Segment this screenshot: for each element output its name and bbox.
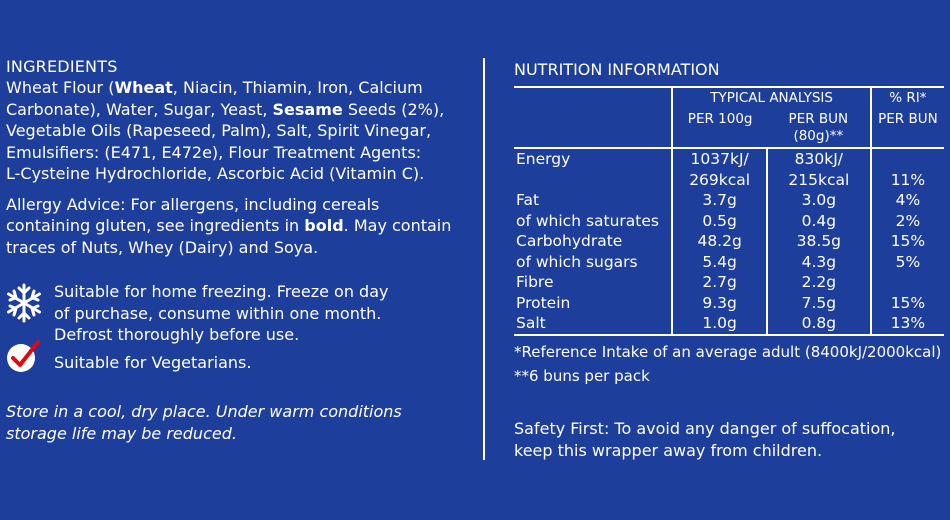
- ingredients-line: Carbonate), Water, Sugar, Yeast,: [6, 99, 273, 119]
- storage-line: Store in a cool, dry place. Under warm conditions: [6, 402, 402, 421]
- row-perbun: 4.3g: [767, 252, 871, 273]
- allergy-bold-word: bold: [304, 216, 344, 235]
- allergen-wheat: Wheat: [114, 78, 173, 97]
- freezing-line: of purchase, consume within one month.: [54, 303, 382, 323]
- left-panel: [6, 56, 476, 444]
- header-blank: [514, 87, 672, 109]
- row-perbun: 3.0g: [767, 190, 871, 211]
- row-ri: 15%: [871, 231, 944, 252]
- row-ri: 2%: [871, 211, 944, 232]
- row-ri: [871, 148, 944, 170]
- row-perbun: 0.4g: [767, 211, 871, 232]
- row-per100: 3.7g: [672, 190, 766, 211]
- table-row: [514, 313, 944, 335]
- row-ri: 13%: [871, 313, 944, 335]
- ingredients-line: Seeds (2%),: [342, 99, 445, 119]
- row-ri: [871, 272, 944, 293]
- allergy-line: Allergy Advice: For allergens, including cereals: [6, 194, 380, 214]
- row-per100: 48.2g: [672, 231, 766, 252]
- row-label: Energy: [516, 150, 571, 168]
- row-perbun: 215kcal: [767, 170, 871, 191]
- row-label: [514, 170, 672, 191]
- freezing-line: Suitable for home freezing. Freeze on day: [54, 282, 389, 301]
- vegetarian-info: [6, 352, 476, 374]
- footnotes: [514, 340, 944, 388]
- freezing-line: Defrost thoroughly before use.: [54, 325, 300, 344]
- row-per100: 1037kJ/: [672, 148, 766, 170]
- header-per-100g: PER 100g: [672, 109, 766, 148]
- table-row: [514, 272, 944, 293]
- safety-line: Safety First: To avoid any danger of suffocation,: [514, 418, 896, 438]
- row-per100: 269kcal: [672, 170, 766, 191]
- ingredients-line: Wheat Flour (: [6, 78, 115, 97]
- footnote-buns: **6 buns per pack: [514, 366, 650, 385]
- header-typical-analysis: TYPICAL ANALYSIS: [672, 87, 870, 109]
- storage-info: [6, 401, 476, 444]
- table-row: [514, 252, 944, 273]
- row-ri: 5%: [871, 252, 944, 273]
- table-subheader-row: [514, 109, 944, 148]
- ingredients-text: [6, 77, 476, 185]
- header-ri: % RI*: [871, 87, 944, 109]
- allergen-sesame: Sesame: [272, 99, 343, 119]
- freezing-info: [6, 281, 476, 346]
- row-ri: 11%: [871, 170, 944, 191]
- header-ri-per-bun: PER BUN: [871, 109, 944, 148]
- safety-line: keep this wrapper away from children.: [514, 440, 823, 460]
- row-ri: 4%: [871, 190, 944, 211]
- row-per100: 2.7g: [672, 272, 766, 293]
- row-label: of which saturates: [516, 211, 659, 230]
- row-perbun: 2.2g: [767, 272, 871, 293]
- snowflake-icon: [6, 283, 42, 323]
- row-label: Protein: [516, 293, 571, 312]
- safety-warning: [514, 418, 944, 462]
- row-per100: 0.5g: [672, 211, 766, 232]
- allergy-advice: [6, 194, 476, 259]
- row-perbun: 0.8g: [767, 313, 871, 335]
- table-row: [514, 231, 944, 252]
- table-row: [514, 148, 944, 170]
- row-label: Salt: [514, 313, 672, 335]
- row-label: Carbohydrate: [516, 232, 623, 250]
- table-row: [514, 170, 944, 191]
- table-row: [514, 190, 944, 211]
- row-label: Fat: [516, 191, 540, 209]
- allergy-line: traces of Nuts, Whey (Dairy) and Soya.: [6, 237, 319, 257]
- row-per100: 9.3g: [672, 293, 766, 314]
- nutrition-table: [514, 86, 944, 336]
- row-perbun: 38.5g: [767, 231, 871, 252]
- row-perbun: 7.5g: [767, 293, 871, 314]
- ingredients-line: Vegetable Oils (Rapeseed, Palm), Salt, Spirit Vinegar,: [6, 121, 432, 140]
- row-per100: 1.0g: [672, 313, 766, 335]
- table-row: [514, 211, 944, 232]
- ingredients-line: L-Cysteine Hydrochloride, Ascorbic Acid (Vitamin C).: [6, 164, 425, 183]
- row-ri: 15%: [871, 293, 944, 314]
- allergy-line: containing gluten, see ingredients in: [6, 216, 305, 235]
- row-label: Fibre: [516, 273, 554, 291]
- table-header-row: [514, 87, 944, 109]
- header-per-bun: PER BUN (80g)**: [767, 109, 871, 148]
- row-perbun: 830kJ/: [767, 148, 871, 170]
- vegetarian-text: Suitable for Vegetarians.: [54, 352, 252, 372]
- check-circle-icon: [4, 338, 44, 374]
- allergy-line: . May contain: [343, 216, 452, 235]
- row-label: of which sugars: [516, 252, 638, 271]
- right-panel: [514, 60, 944, 462]
- nutrition-title: NUTRITION INFORMATION: [514, 60, 720, 79]
- storage-line: storage life may be reduced.: [6, 423, 237, 443]
- column-divider: [483, 58, 485, 460]
- ingredients-line: Emulsifiers: (E471, E472e), Flour Treatment Agents:: [6, 142, 422, 162]
- table-row: [514, 293, 944, 314]
- header-blank: [514, 109, 672, 148]
- ingredients-heading: INGREDIENTS: [6, 57, 118, 76]
- row-per100: 5.4g: [672, 252, 766, 273]
- ingredients-line: , Niacin, Thiamin, Iron, Calcium: [172, 78, 423, 97]
- footnote-ri: *Reference Intake of an average adult (8400kJ/2000kcal): [514, 342, 942, 361]
